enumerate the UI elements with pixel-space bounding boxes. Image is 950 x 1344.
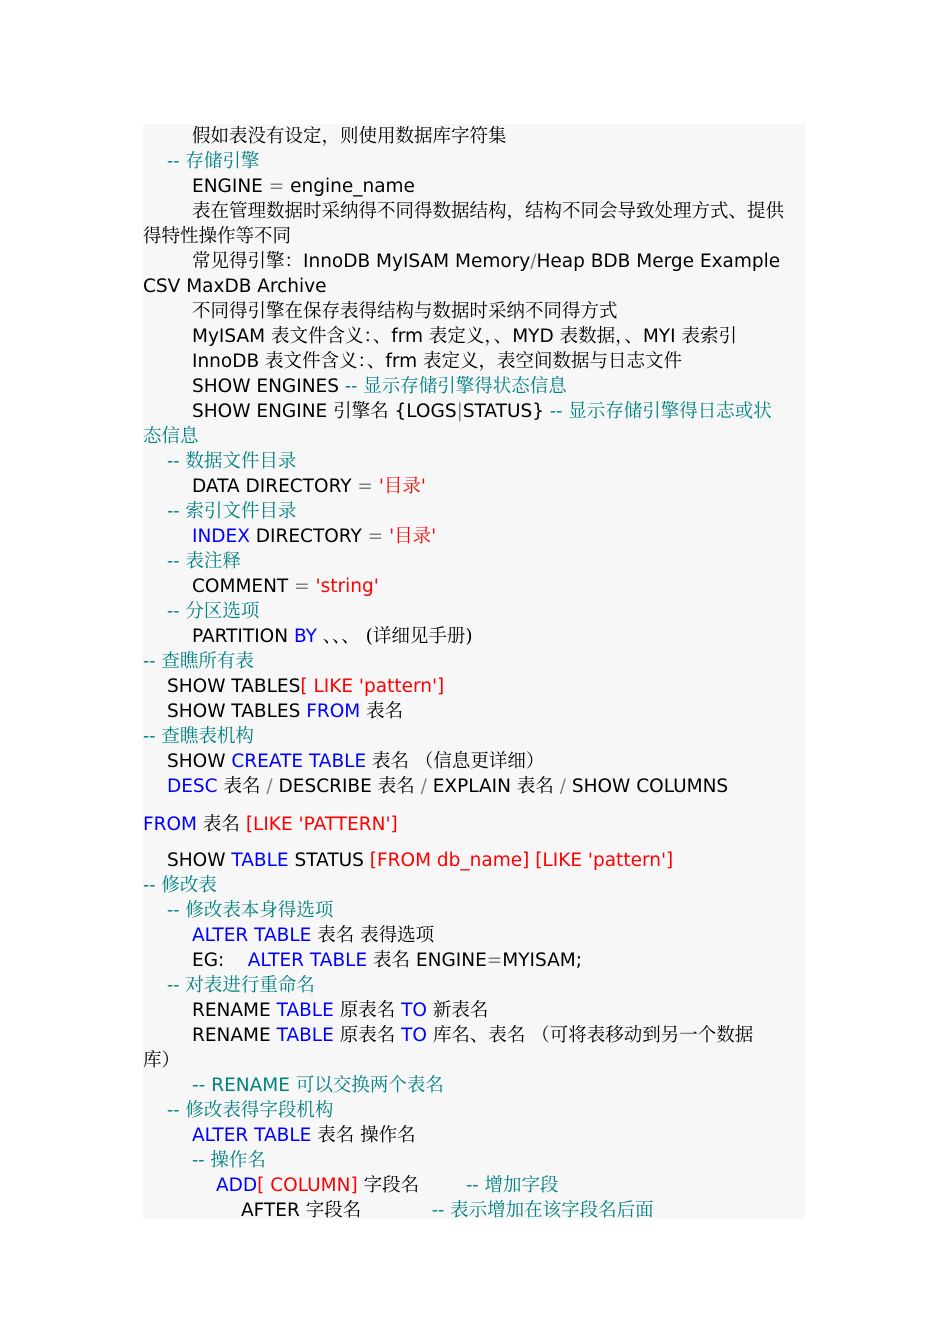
code-token: MYI <box>642 326 682 347</box>
code-token: 不同得引擎在保存表得结构与数据时采纳不同得方式 <box>192 301 618 322</box>
code-token: '目录' <box>378 476 426 497</box>
code-token: InnoDB MyISAM Memory <box>303 251 531 272</box>
code-token: -- 表注释 <box>167 551 241 572</box>
code-token: SHOW ENGINE <box>192 401 334 422</box>
code-line <box>143 349 806 374</box>
code-line <box>143 774 806 799</box>
code-token: ALTER TABLE <box>192 1125 312 1146</box>
code-token: DESC <box>167 776 218 797</box>
code-line <box>143 274 806 299</box>
code-line <box>143 649 806 674</box>
code-token: ENGINE <box>410 950 487 971</box>
code-token: 表名 <box>373 950 411 971</box>
code-token: InnoDB <box>192 351 266 372</box>
code-token: 原表名 <box>339 1025 396 1046</box>
code-token: 库名、表名 （可将表移动到另一个数据 <box>432 1025 754 1046</box>
code-token: 表名 （信息更详细） <box>372 751 545 772</box>
code-token: 可以交换两个表名 <box>295 1075 444 1096</box>
code-line <box>143 1098 806 1123</box>
code-token: engine_name <box>284 176 415 197</box>
code-token: = <box>357 476 373 497</box>
code-token: -- 数据文件目录 <box>167 451 297 472</box>
code-token: frm <box>391 326 429 347</box>
code-line <box>143 474 806 499</box>
code-token: -- 查瞧所有表 <box>143 651 254 672</box>
code-token: [FROM db_name] [LIKE 'pattern'] <box>369 850 674 871</box>
code-line <box>143 374 806 399</box>
code-line <box>143 224 806 249</box>
code-token: 表定义，表空间数据与日志文件 <box>423 351 683 372</box>
code-token: -- 存储引擎 <box>167 151 260 172</box>
code-line <box>143 199 806 224</box>
code-token: DESCRIBE <box>272 776 378 797</box>
code-token: SHOW TABLES <box>167 701 307 722</box>
code-token: 表名 <box>377 776 415 797</box>
code-token: / <box>559 776 566 797</box>
code-token: ALTER TABLE <box>192 925 312 946</box>
code-token: 表名 <box>223 776 261 797</box>
code-token: / <box>420 776 427 797</box>
code-line <box>143 948 806 973</box>
code-token: STATUS} <box>462 401 550 422</box>
code-line <box>143 1073 806 1098</box>
code-token: CREATE TABLE <box>231 751 367 772</box>
code-document <box>143 124 806 1219</box>
code-line <box>143 174 806 199</box>
code-token: TABLE <box>276 1000 334 1021</box>
code-line <box>143 524 806 549</box>
code-token: DIRECTORY <box>249 526 368 547</box>
code-token: -- 索引文件目录 <box>167 501 297 522</box>
code-token: MYISAM; <box>502 950 582 971</box>
code-token: {LOGS <box>394 401 457 422</box>
code-token: '目录' <box>389 526 437 547</box>
code-token: = <box>294 576 310 597</box>
code-line <box>143 898 806 923</box>
code-token: Heap BDB Merge Example <box>536 251 781 272</box>
code-line <box>143 299 806 324</box>
code-token: -- 显示存储引擎得日志或状 <box>549 401 772 422</box>
code-token <box>419 1175 466 1196</box>
code-token: -- 操作名 <box>192 1150 266 1171</box>
code-token: -- 显示存储引擎得状态信息 <box>344 376 567 397</box>
code-token: DATA DIRECTORY <box>192 476 358 497</box>
code-token: 表文件含义：、 <box>270 326 392 347</box>
code-token: -- 对表进行重命名 <box>167 975 315 996</box>
code-token: BY <box>293 626 317 647</box>
code-token: 字段名 <box>363 1175 420 1196</box>
code-line <box>143 848 806 873</box>
code-token: TABLE <box>231 850 289 871</box>
code-token: MYD <box>512 326 560 347</box>
code-line <box>143 149 806 174</box>
code-token: EG: <box>192 950 248 971</box>
code-token: = <box>367 526 384 547</box>
code-token: SHOW ENGINES <box>192 376 345 397</box>
code-token: ALTER TABLE <box>247 950 368 971</box>
code-token: | <box>456 401 463 422</box>
code-token: 表名 <box>366 701 404 722</box>
code-line <box>143 399 806 424</box>
code-token: MyISAM <box>192 326 271 347</box>
code-token: 表定义，、 <box>428 326 513 347</box>
code-token: SHOW COLUMNS <box>565 776 729 797</box>
code-token: SHOW <box>167 850 232 871</box>
code-token: -- RENAME <box>192 1075 296 1096</box>
code-line <box>143 724 806 749</box>
code-token: 'string' <box>315 576 379 597</box>
code-line <box>143 1198 806 1223</box>
code-token <box>361 1200 432 1221</box>
code-token: -- 修改表得字段机构 <box>167 1100 334 1121</box>
code-line <box>143 873 806 898</box>
code-line <box>143 674 806 699</box>
code-token: PARTITION <box>192 626 294 647</box>
code-token: STATUS <box>288 850 370 871</box>
code-line <box>143 324 806 349</box>
code-line <box>143 124 806 149</box>
code-line <box>143 812 806 837</box>
code-token: 表文件含义：、 <box>265 351 386 372</box>
code-token: [ LIKE 'pattern'] <box>300 676 445 697</box>
code-token: RENAME <box>192 1025 277 1046</box>
code-line <box>143 998 806 1023</box>
code-token: [ COLUMN] <box>257 1175 358 1196</box>
code-token: = <box>486 950 503 971</box>
code-line <box>143 749 806 774</box>
code-line <box>143 249 806 274</box>
code-token: 表索引 <box>681 326 737 347</box>
code-token: 得特性操作等不同 <box>143 226 292 247</box>
code-token: INDEX <box>192 526 250 547</box>
code-token: 常见得引擎： <box>192 251 304 272</box>
code-token: 、、、 (详细见手册) <box>316 626 473 647</box>
code-token: [LIKE 'PATTERN'] <box>245 814 398 835</box>
code-line <box>143 973 806 998</box>
code-token: 字段名 <box>305 1200 362 1221</box>
code-token: 库） <box>143 1050 181 1071</box>
code-token: ENGINE <box>192 176 269 197</box>
code-token: -- 查瞧表机构 <box>143 726 254 747</box>
code-token: 表名 表得选项 <box>317 925 435 946</box>
code-token: 态信息 <box>143 426 199 447</box>
code-token: CSV MaxDB Archive <box>143 276 327 297</box>
code-token: -- 表示增加在该字段名后面 <box>431 1200 654 1221</box>
code-line <box>143 624 806 649</box>
code-token: -- 修改表本身得选项 <box>167 900 334 921</box>
code-token: -- 分区选项 <box>167 601 260 622</box>
code-token: 原表名 <box>339 1000 396 1021</box>
code-token: -- 增加字段 <box>466 1175 559 1196</box>
code-line <box>143 599 806 624</box>
code-line <box>143 1173 806 1198</box>
code-token: FROM <box>143 814 198 835</box>
code-line <box>143 699 806 724</box>
code-line <box>143 424 806 449</box>
code-line <box>143 1048 806 1073</box>
code-token: / <box>266 776 273 797</box>
code-token: 表名 <box>202 814 240 835</box>
code-token: 引擎名 <box>333 401 395 422</box>
code-token: 新表名 <box>432 1000 489 1021</box>
code-token: SHOW TABLES <box>167 676 301 697</box>
code-token: TO <box>401 1000 427 1021</box>
code-token: ADD <box>216 1175 258 1196</box>
code-token: 表数据，、 <box>559 326 643 347</box>
code-token: COMMENT <box>192 576 295 597</box>
code-line <box>143 1023 806 1048</box>
code-token: 假如表没有设定，则使用数据库字符集 <box>192 126 507 147</box>
code-token: AFTER <box>241 1200 306 1221</box>
code-token: EXPLAIN <box>426 776 517 797</box>
code-token: 表名 <box>516 776 554 797</box>
code-token: 表在管理数据时采纳得不同得数据结构，结构不同会导致处理方式、提供 <box>192 201 785 222</box>
code-token: frm <box>385 351 424 372</box>
code-line <box>143 923 806 948</box>
code-token: RENAME <box>192 1000 277 1021</box>
code-token: 表名 操作名 <box>317 1125 416 1146</box>
code-token: TO <box>401 1025 427 1046</box>
code-token: SHOW <box>167 751 232 772</box>
code-token: / <box>530 251 537 272</box>
code-line <box>143 1148 806 1173</box>
code-line <box>143 574 806 599</box>
code-token: FROM <box>306 701 361 722</box>
code-token: = <box>268 176 285 197</box>
code-line <box>143 499 806 524</box>
code-line <box>143 1123 806 1148</box>
code-token: -- 修改表 <box>143 875 217 896</box>
code-line <box>143 549 806 574</box>
code-token: TABLE <box>276 1025 334 1046</box>
code-line <box>143 449 806 474</box>
